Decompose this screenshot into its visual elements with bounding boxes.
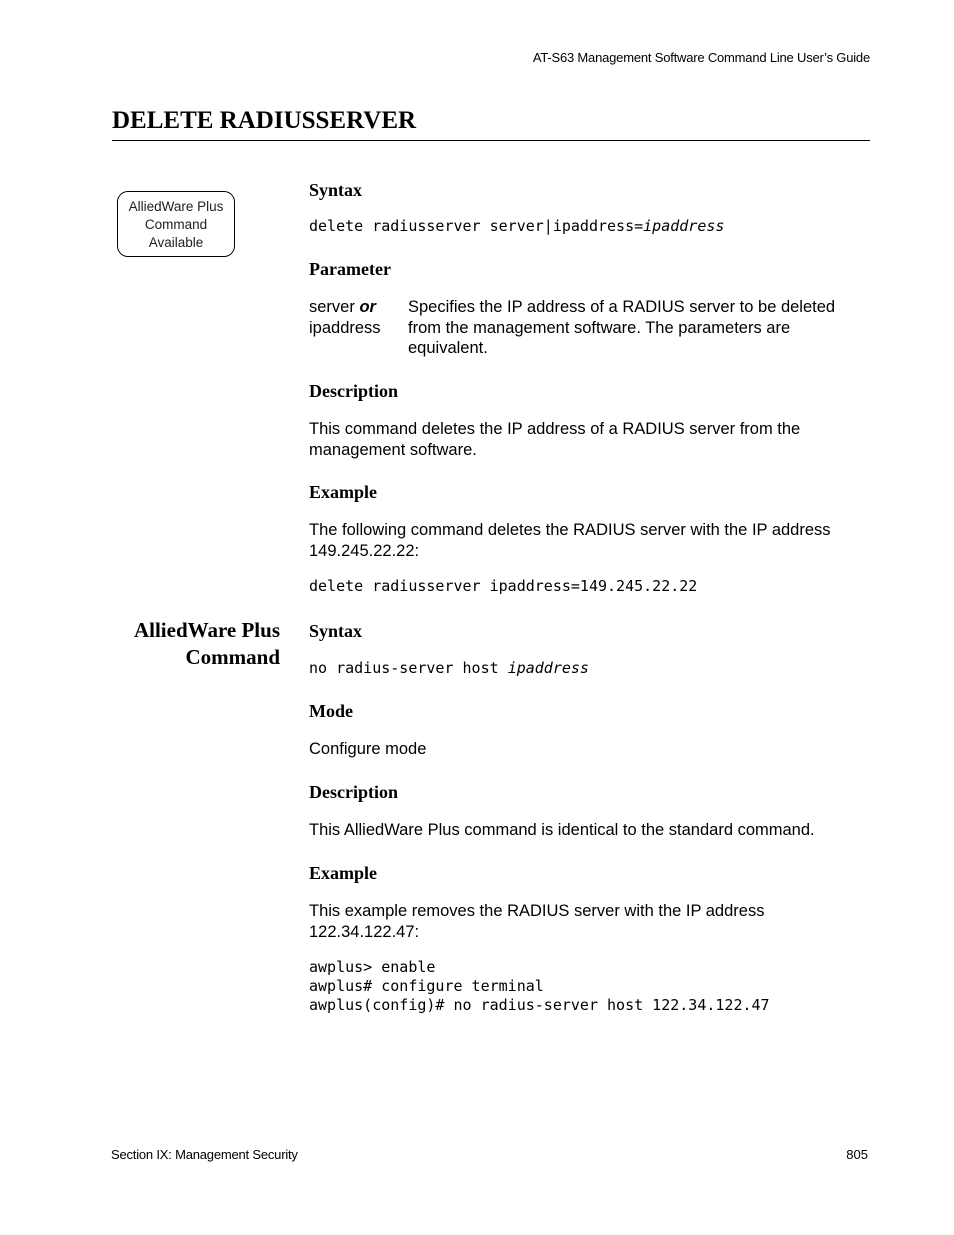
parameter-heading: Parameter <box>309 259 391 279</box>
awplus-description-heading: Description <box>309 782 398 802</box>
awplus-syntax-code: no radius-server host ipaddress <box>309 659 589 677</box>
awplus-syntax-heading: Syntax <box>309 621 363 641</box>
example-heading: Example <box>309 482 378 502</box>
syntax-code: delete radiusserver server|ipaddress=ipaddress <box>309 217 725 235</box>
badge-line-2: Command <box>144 217 208 232</box>
page-title: DELETE RADIUSSERVER <box>112 107 417 134</box>
code-line: awplus> enable <box>309 958 436 976</box>
code-line: awplus# configure terminal <box>309 977 544 995</box>
awplus-description-text: This AlliedWare Plus command is identical to the standard command. <box>309 821 815 839</box>
mode-heading: Mode <box>309 701 353 721</box>
syntax-heading: Syntax <box>309 180 363 200</box>
example-text: The following command deletes the RADIUS server with the IP address 149.245.22.22: <box>309 521 831 560</box>
awplus-example-heading: Example <box>309 863 378 883</box>
description-text: This command deletes the IP address of a RADIUS server from the management software. <box>309 420 801 459</box>
awplus-example-text: This example removes the RADIUS server with the IP address 122.34.122.47: <box>309 902 765 941</box>
badge-line-1: AlliedWare Plus <box>128 199 224 214</box>
code-line: awplus(config)# no radius-server host 122.34.122.47 <box>309 996 770 1014</box>
mode-text: Configure mode <box>309 740 427 758</box>
awplus-example-code <box>309 958 770 1015</box>
footer-section: Section IX: Management Security <box>111 1147 298 1162</box>
example-code: delete radiusserver ipaddress=149.245.22.22 <box>309 577 698 595</box>
awplus-side-heading: AlliedWare Plus Command <box>133 618 280 669</box>
description-heading: Description <box>309 381 398 401</box>
awplus-available-badge <box>117 191 235 257</box>
badge-line-3: Available <box>148 235 204 250</box>
running-header: AT-S63 Management Software Command Line User’s Guide <box>532 50 870 65</box>
parameter-description: Specifies the IP address of a RADIUS server to be deleted from the management software. The parameters are equivalent. <box>408 298 836 357</box>
title-rule <box>112 140 870 141</box>
parameter-name: server or ipaddress <box>309 298 381 337</box>
footer-page-number: 805 <box>846 1147 868 1162</box>
